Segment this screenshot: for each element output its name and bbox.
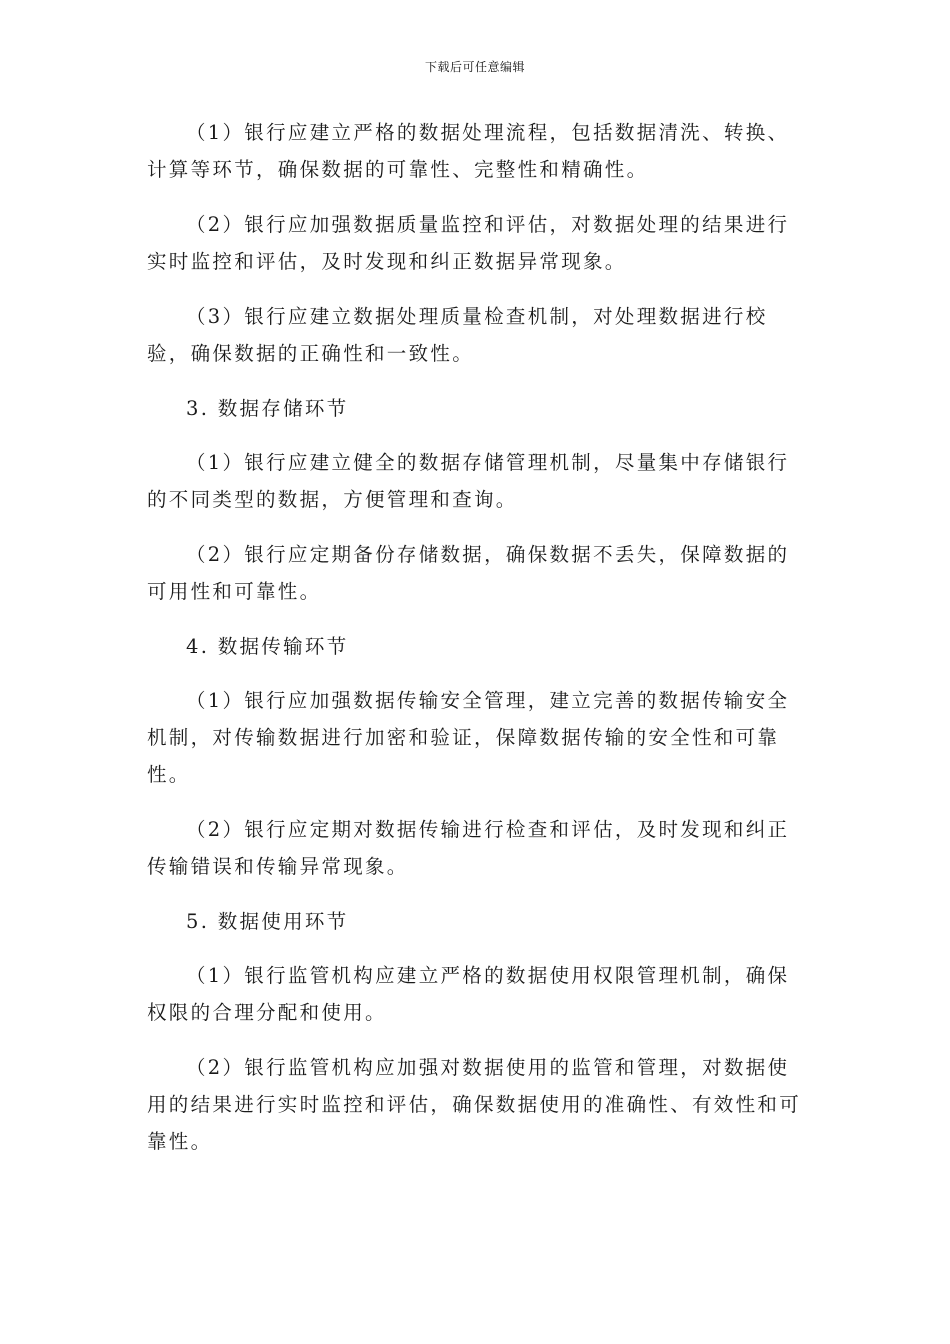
paragraph-transmission-2: （2）银行应定期对数据传输进行检查和评估，及时发现和纠正传输错误和传输异常现象。 bbox=[147, 818, 790, 878]
paragraph-processing-1: （1）银行应建立严格的数据处理流程，包括数据清洗、转换、计算等环节，确保数据的可靠性、完整性和精确性。 bbox=[147, 121, 790, 181]
paragraph-transmission-1: （1）银行应加强数据传输安全管理，建立完善的数据传输安全机制，对传输数据进行加密和验证，保障数据传输的安全性和可靠性。 bbox=[147, 689, 790, 786]
paragraph-storage-2: （2）银行应定期备份存储数据，确保数据不丢失，保障数据的可用性和可靠性。 bbox=[147, 543, 790, 603]
paragraph-processing-3: （3）银行应建立数据处理质量检查机制，对处理数据进行校验，确保数据的正确性和一致性。 bbox=[147, 305, 768, 365]
section-heading-storage: 3. 数据存储环节 bbox=[186, 397, 349, 420]
document-body bbox=[147, 114, 807, 1178]
section-heading-usage: 5. 数据使用环节 bbox=[186, 910, 349, 933]
section-heading-transmission: 4. 数据传输环节 bbox=[186, 635, 349, 658]
paragraph-usage-2: （2）银行监管机构应加强对数据使用的监管和管理，对数据使用的结果进行实时监控和评估，确保数据使用的准确性、有效性和可靠性。 bbox=[147, 1056, 802, 1153]
paragraph-storage-1: （1）银行应建立健全的数据存储管理机制，尽量集中存储银行的不同类型的数据，方便管理和查询。 bbox=[147, 451, 790, 511]
page-header: 下载后可任意编辑 bbox=[424, 60, 525, 74]
paragraph-processing-2: （2）银行应加强数据质量监控和评估，对数据处理的结果进行实时监控和评估，及时发现和纠正数据异常现象。 bbox=[147, 213, 790, 273]
paragraph-usage-1: （1）银行监管机构应建立严格的数据使用权限管理机制，确保权限的合理分配和使用。 bbox=[147, 964, 790, 1024]
